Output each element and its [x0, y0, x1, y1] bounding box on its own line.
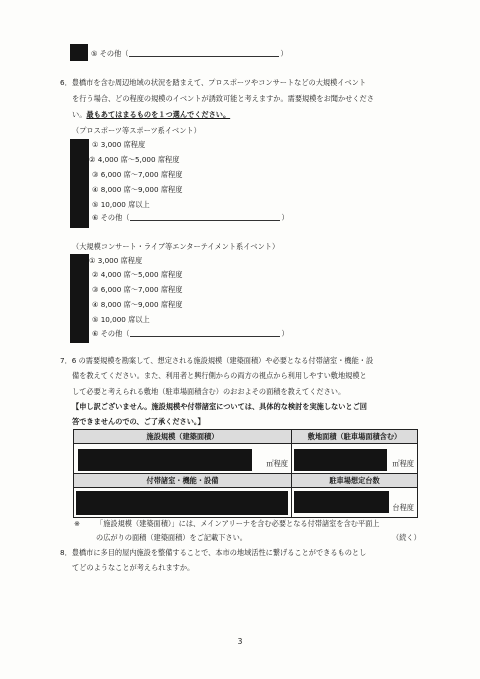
- redaction-box: [294, 491, 389, 513]
- q7-notice-1: 【申し訳ございません。施設規模や付帯諸室については、具体的な検討を実施しないとご回: [72, 402, 367, 411]
- sports-option: ⑤ 10,000 席以上: [92, 200, 150, 209]
- q6-line-2: を行う場合、どの程度の規模のイベントが誘致可能と考えますか。需要規模をお聞かせくださ: [72, 94, 374, 103]
- header-facilities: 付帯諸室・機能・設備: [74, 474, 292, 488]
- unit-label: 台程度: [392, 503, 414, 512]
- page-number: 3: [237, 637, 243, 646]
- site-area-cell: [292, 444, 418, 474]
- note-line-2: の広がりの面積（建築面積）をご記載下さい。: [96, 533, 247, 542]
- q8-line-1: 8．豊橋市に多目的屋内施設を整備することで、本市の地域活性に繋げることができるものとし: [60, 548, 367, 557]
- sports-option: ③ 6,000 席～7,000 席程度: [92, 170, 183, 179]
- concert-heading: （大規模コンサート・ライブ等エンターテイメント系イベント）: [72, 242, 280, 251]
- unit-label: ㎡程度: [266, 459, 288, 468]
- sports-heading: （プロスポーツ等スポーツ系イベント）: [72, 126, 201, 135]
- q7-line-2: 備を教えてください。また、利用者と興行側からの両方の視点から利用しやすい敷地規模と: [72, 371, 367, 380]
- header-site-area: 敷地面積（駐車場面積含む）: [292, 430, 418, 444]
- q7-line-1: 7．6 の需要規模を勘案して、想定される施設規模（建築面積）や必要となる付帯諸室・機能・設: [60, 356, 374, 365]
- header-parking: 駐車場想定台数: [292, 474, 418, 488]
- note-line-1: 「施設規模（建築面積）」には、メインアリーナを含む必要となる付帯諸室を含む平面上: [96, 519, 380, 528]
- sports-option: ① 3,000 席程度: [92, 140, 146, 149]
- unit-label: ㎡程度: [392, 459, 414, 468]
- concert-option: ④ 8,000 席～9,000 席程度: [92, 300, 183, 309]
- q8-line-2: てどのようなことが考えられますか。: [72, 563, 195, 572]
- sports-option: ② 4,000 席～5,000 席程度: [89, 155, 180, 164]
- redaction-box: [294, 449, 387, 471]
- q7-line-3: して必要と考えられる敷地（駐車場面積含む）のおおよその面積を教えてください。: [72, 387, 346, 396]
- redaction-box: [78, 449, 252, 471]
- concert-option-other: ⑥ その他（ ）: [92, 329, 289, 338]
- concert-option: ⑤ 10,000 席以上: [92, 315, 150, 324]
- answer-line: [130, 329, 280, 337]
- redaction-box: [70, 44, 88, 61]
- other-option: ⑤ その他（ ）: [91, 49, 288, 58]
- answer-line: [130, 213, 280, 221]
- parking-cell: [292, 488, 418, 518]
- sports-option: ④ 8,000 席～9,000 席程度: [92, 185, 183, 194]
- answer-table: [73, 429, 418, 518]
- sports-option-other: ⑥ その他（ ）: [92, 213, 289, 222]
- header-building-area: 施設規模（建築面積）: [74, 430, 292, 444]
- q6-line-3: い。最もあてはまるものを１つ選んでください。: [72, 110, 231, 119]
- continued-label: （続く）: [392, 533, 421, 542]
- q7-notice-2: 答できませんのでの、ご了承ください。】: [72, 417, 205, 426]
- redaction-box: [70, 254, 89, 343]
- concert-option: ② 4,000 席～5,000 席程度: [92, 270, 183, 279]
- building-area-cell: [74, 444, 292, 474]
- redaction-box: [76, 491, 288, 515]
- answer-line: [129, 49, 279, 57]
- q6-emphasis: 最もあてはまるものを１つ選んでください。: [86, 110, 231, 119]
- note-mark: ※: [74, 519, 81, 528]
- q6-line-1: 6．豊橋市を含む周辺地域の状況を踏まえて、プロスポーツやコンサートなどの大規模イベント: [60, 78, 367, 87]
- concert-option: ① 3,000 席程度: [89, 256, 143, 265]
- facilities-cell: [74, 488, 292, 518]
- concert-option: ③ 6,000 席～7,000 席程度: [92, 285, 183, 294]
- redaction-box: [70, 139, 89, 228]
